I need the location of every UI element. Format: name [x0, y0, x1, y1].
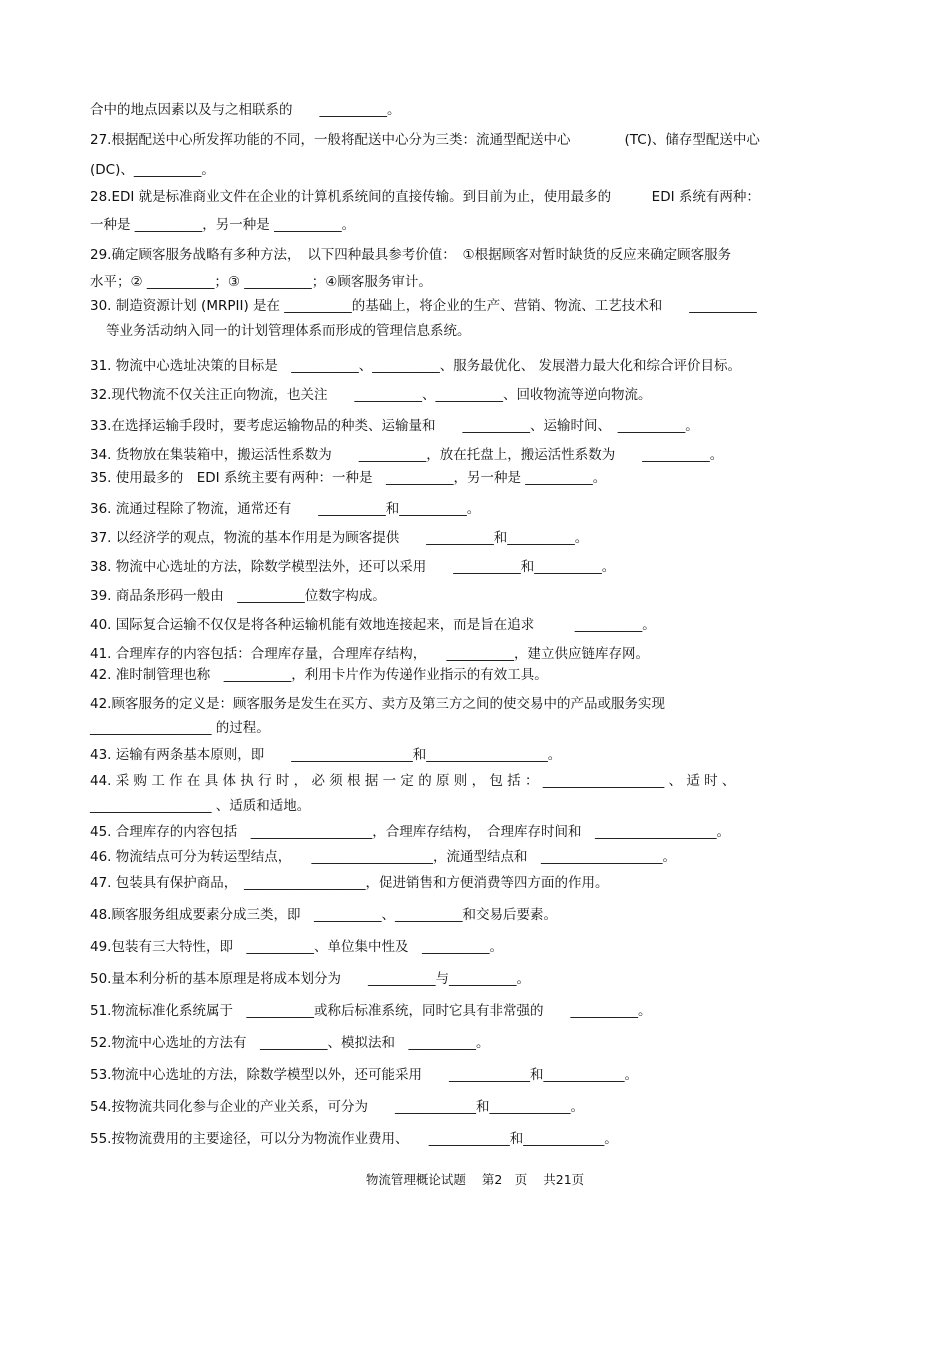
question-47: 47. 包装具有保护商品， __________________，促进销售和方便消费等四方面的作用。 [90, 875, 609, 891]
question-31: 31. 物流中心选址决策的目标是 __________、__________、服务最优化、 发展潜力最大化和综合评价目标。 [90, 358, 742, 374]
text-line: 等业务活动纳入同一的计划管理体系而形成的管理信息系统。 [106, 323, 471, 339]
text-line: (DC)、__________。 [90, 162, 215, 178]
question-41: 41. 合理库存的内容包括：合理库存量，合理库存结构， __________，建立供应链库存网。 [90, 646, 650, 662]
question-42b: 42.顾客服务的定义是：顾客服务是发生在买方、卖方及第三方之间的使交易中的产品或服务实现 [90, 696, 665, 712]
footer-total: 共21页 [543, 1172, 585, 1187]
question-32: 32.现代物流不仅关注正向物流，也关注 __________、__________、回收物流等逆向物流。 [90, 387, 652, 403]
question-40: 40. 国际复合运输不仅仅是将各种运输机能有效地连接起来，而是旨在追求 __________。 [90, 617, 656, 633]
question-49: 49.包装有三大特性，即 __________、单位集中性及 __________。 [90, 939, 503, 955]
question-34: 34. 货物放在集装箱中，搬运活性系数为 __________，放在托盘上，搬运活性系数为 __________。 [90, 447, 724, 463]
question-53: 53.物流中心选址的方法，除数学模型以外，还可能采用 ____________和____________。 [90, 1067, 638, 1083]
footer-page: 第2 页 [481, 1172, 528, 1187]
question-55: 55.按物流费用的主要途径，可以分为物流作业费用、 ____________和____________。 [90, 1131, 618, 1147]
question-43: 43. 运输有两条基本原则，即 __________________和__________________。 [90, 747, 562, 763]
question-29: 29.确定顾客服务战略有多种方法， 以下四种最具参考价值： ①根据顾客对暂时缺货的反应来确定顾客服务 [90, 247, 732, 263]
question-51: 51.物流标准化系统属于 __________或称后标准系统，同时它具有非常强的 __________。 [90, 1003, 652, 1019]
question-30: 30. 制造资源计划 (MRPII) 是在 __________的基础上，将企业的生产、营销、物流、工艺技术和 __________ [90, 298, 757, 314]
question-46: 46. 物流结点可分为转运型结点， __________________，流通型结点和 __________________。 [90, 849, 677, 865]
text-line: 合中的地点因素以及与之相联系的 __________。 [90, 102, 401, 118]
question-48: 48.顾客服务组成要素分成三类，即 __________、__________和交易后要素。 [90, 907, 557, 923]
question-35: 35. 使用最多的 EDI 系统主要有两种：一种是 __________，另一种是 __________。 [90, 470, 607, 486]
question-38: 38. 物流中心选址的方法，除数学模型法外，还可以采用 __________和__________。 [90, 559, 616, 575]
question-54: 54.按物流共同化参与企业的产业关系，可分为 ____________和____________。 [90, 1099, 584, 1115]
question-45: 45. 合理库存的内容包括 __________________，合理库存结构， 合理库存时间和 __________________。 [90, 824, 731, 840]
question-44: 44. 采 购 工 作 在 具 体 执 行 时 ， 必 须 根 据 一 定 的 原 则 ， 包 括 ： __________________ 、 适 时 、 [90, 773, 736, 789]
question-28: 28.EDI 就是标准商业文件在企业的计算机系统间的直接传输。到目前为止，使用最多的 EDI 系统有两种： [90, 189, 760, 205]
page-footer [0, 1170, 950, 1188]
footer-title: 物流管理概论试题 [365, 1172, 466, 1187]
text-line: 水平；② __________；③ __________；④顾客服务审计。 [90, 274, 432, 290]
text-line: 一种是 __________，另一种是 __________。 [90, 217, 356, 233]
question-33: 33.在选择运输手段时，要考虑运输物品的种类、运输量和 __________、运输时间、 __________。 [90, 418, 699, 434]
question-39: 39. 商品条形码一般由 __________位数字构成。 [90, 588, 386, 604]
text-line: __________________ 、适质和适地。 [90, 798, 311, 814]
question-37: 37. 以经济学的观点，物流的基本作用是为顾客提供 __________和__________。 [90, 530, 589, 546]
question-27: 27.根据配送中心所发挥功能的不同，一般将配送中心分为三类：流通型配送中心 (TC)、储存型配送中心 [90, 132, 760, 148]
question-52: 52.物流中心选址的方法有 __________、模拟法和 __________。 [90, 1035, 490, 1051]
question-50: 50.量本利分析的基本原理是将成本划分为 __________与__________。 [90, 971, 530, 987]
question-42a: 42. 准时制管理也称 __________，利用卡片作为传递作业指示的有效工具。 [90, 667, 548, 683]
text-line: __________________ 的过程。 [90, 720, 270, 736]
question-36: 36. 流通过程除了物流，通常还有 __________和__________。 [90, 501, 481, 517]
